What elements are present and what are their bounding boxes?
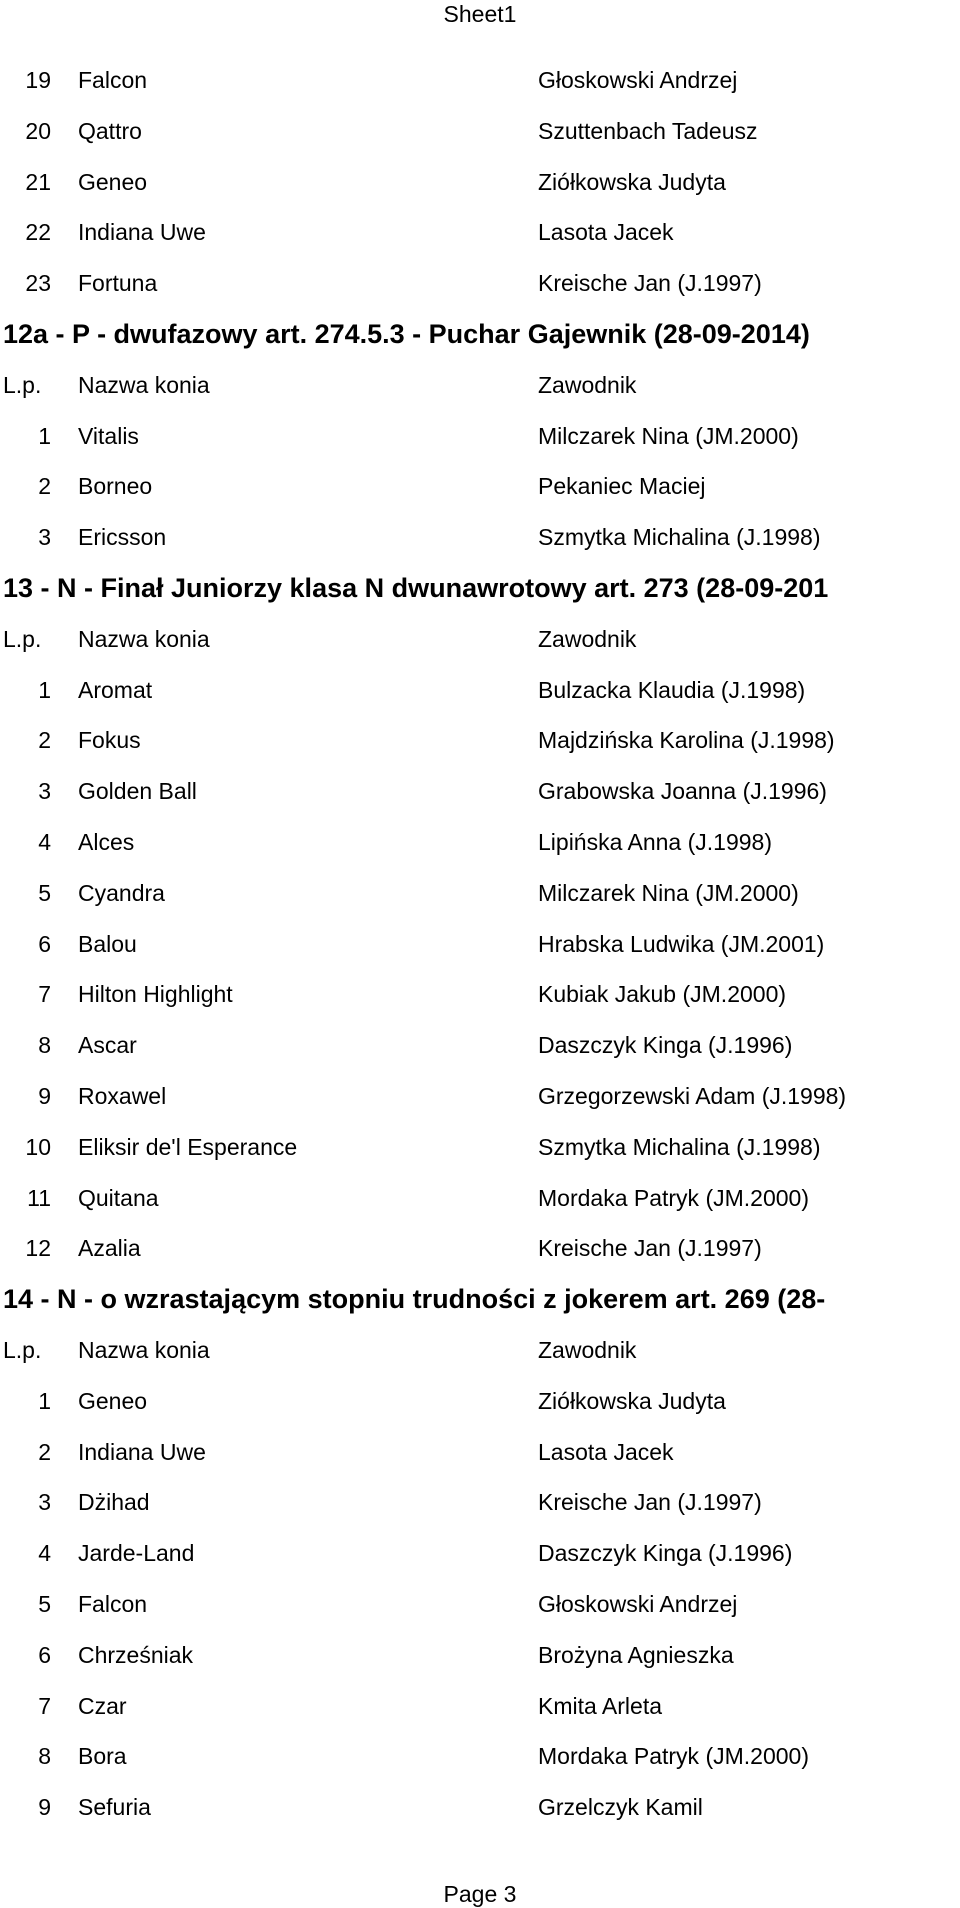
rider-name: Milczarek Nina (JM.2000) — [538, 879, 799, 906]
column-header-horse: Nazwa konia — [78, 371, 210, 398]
row-number: 9 — [38, 1794, 51, 1821]
rider-name: Szmytka Michalina (J.1998) — [538, 1133, 821, 1160]
rider-name: Kmita Arleta — [538, 1692, 662, 1719]
table-row — [0, 1579, 960, 1630]
table-row — [0, 1376, 960, 1427]
table-row — [0, 1731, 960, 1782]
row-number: 5 — [38, 879, 51, 906]
rider-name: Lasota Jacek — [538, 1438, 674, 1465]
table-row — [0, 512, 960, 563]
row-number: 4 — [38, 828, 51, 855]
section-title: 12a - P - dwufazowy art. 274.5.3 - Puchar Gajewnik (28-09-2014) — [3, 318, 810, 349]
horse-name: Dżihad — [78, 1489, 150, 1516]
table-row — [0, 1427, 960, 1478]
table-row — [0, 106, 960, 157]
rider-name: Głoskowski Andrzej — [538, 1590, 738, 1617]
rider-name: Daszczyk Kinga (J.1996) — [538, 1540, 793, 1567]
horse-name: Chrześniak — [78, 1641, 194, 1668]
horse-name: Czar — [78, 1692, 127, 1719]
horse-name: Indiana Uwe — [78, 219, 206, 246]
row-number: 3 — [38, 1489, 51, 1516]
column-header-rider: Zawodnik — [538, 625, 637, 652]
horse-name: Falcon — [78, 67, 148, 93]
horse-name: Qattro — [78, 117, 142, 144]
horse-name: Fortuna — [78, 270, 158, 297]
horse-name: Geneo — [78, 1387, 148, 1414]
rider-name: Grabowska Joanna (J.1996) — [538, 778, 827, 805]
table-row — [0, 157, 960, 208]
row-number: 6 — [38, 930, 51, 957]
rider-name: Kubiak Jakub (JM.2000) — [538, 981, 787, 1008]
rider-name: Mordaka Patryk (JM.2000) — [538, 1743, 809, 1770]
horse-name: Fokus — [78, 727, 141, 754]
table-row — [0, 766, 960, 817]
column-header-rider: Zawodnik — [538, 371, 637, 398]
rider-name: Pekaniec Maciej — [538, 473, 706, 500]
rider-name: Brożyna Agnieszka — [538, 1641, 734, 1668]
rider-name: Grzelczyk Kamil — [538, 1794, 703, 1821]
table-row — [0, 461, 960, 512]
row-number: 7 — [38, 981, 51, 1008]
horse-name: Sefuria — [78, 1794, 151, 1821]
row-number: 7 — [38, 1692, 51, 1719]
table-row — [0, 1630, 960, 1681]
table-row — [0, 969, 960, 1020]
horse-name: Quitana — [78, 1184, 159, 1211]
column-header-horse: Nazwa konia — [78, 1336, 210, 1363]
row-number: 23 — [25, 270, 51, 297]
horse-name: Indiana Uwe — [78, 1438, 206, 1465]
table-row — [0, 665, 960, 716]
rider-name: Mordaka Patryk (JM.2000) — [538, 1184, 809, 1211]
rider-name: Ziółkowska Judyta — [538, 168, 726, 195]
rider-name: Głoskowski Andrzej — [538, 67, 738, 93]
rider-name: Daszczyk Kinga (J.1996) — [538, 1032, 793, 1059]
horse-name: Bora — [78, 1743, 127, 1770]
row-number: 9 — [38, 1082, 51, 1109]
horse-name: Jarde-Land — [78, 1540, 195, 1567]
rider-name: Hrabska Ludwika (JM.2001) — [538, 930, 825, 957]
row-number: 2 — [38, 1438, 51, 1465]
row-number: 21 — [25, 168, 51, 195]
rider-name: Szuttenbach Tadeusz — [538, 117, 758, 144]
row-number: 20 — [25, 117, 51, 144]
table-row — [0, 715, 960, 766]
rider-name: Lipińska Anna (J.1998) — [538, 828, 772, 855]
rider-name: Lasota Jacek — [538, 219, 674, 246]
column-header-row — [0, 614, 960, 665]
section-title: 14 - N - o wzrastającym stopniu trudności z jokerem art. 269 (28- — [3, 1284, 826, 1315]
rider-name: Kreische Jan (J.1997) — [538, 1235, 762, 1262]
horse-name: Balou — [78, 930, 137, 957]
horse-name: Cyandra — [78, 879, 165, 906]
table-row — [0, 1020, 960, 1071]
column-header-row — [0, 360, 960, 411]
column-header-rider: Zawodnik — [538, 1336, 637, 1363]
rider-name: Kreische Jan (J.1997) — [538, 270, 762, 297]
horse-name: Hilton Highlight — [78, 981, 233, 1008]
table-row — [0, 1223, 960, 1274]
row-number: 8 — [38, 1743, 51, 1770]
row-number: 19 — [25, 67, 51, 93]
column-header-lp: L.p. — [3, 625, 42, 652]
rider-name: Milczarek Nina (JM.2000) — [538, 422, 799, 449]
table-row — [0, 411, 960, 462]
horse-name: Ascar — [78, 1032, 137, 1059]
horse-name: Roxawel — [78, 1082, 167, 1109]
rider-name: Kreische Jan (J.1997) — [538, 1489, 762, 1516]
rider-name: Ziółkowska Judyta — [538, 1387, 726, 1414]
horse-name: Azalia — [78, 1235, 141, 1262]
table-row — [0, 1681, 960, 1732]
row-number: 12 — [25, 1235, 51, 1262]
horse-name: Eliksir de'l Esperance — [78, 1133, 298, 1160]
row-number: 1 — [38, 422, 51, 449]
row-number: 4 — [38, 1540, 51, 1567]
table-row — [0, 1173, 960, 1224]
horse-name: Vitalis — [78, 422, 139, 449]
section-title: 13 - N - Finał Juniorzy klasa N dwunawrotowy art. 273 (28-09-201 — [3, 572, 829, 603]
row-number: 2 — [38, 727, 51, 754]
horse-name: Falcon — [78, 1590, 148, 1617]
column-header-row — [0, 1325, 960, 1376]
table-row — [0, 817, 960, 868]
column-header-lp: L.p. — [3, 371, 42, 398]
row-number: 3 — [38, 778, 51, 805]
horse-name: Geneo — [78, 168, 148, 195]
horse-name: Aromat — [78, 676, 153, 703]
sheet-title: Sheet1 — [443, 1, 517, 27]
horse-name: Borneo — [78, 473, 153, 500]
horse-name: Golden Ball — [78, 778, 197, 805]
column-header-horse: Nazwa konia — [78, 625, 210, 652]
row-number: 11 — [27, 1184, 51, 1211]
row-number: 5 — [38, 1590, 51, 1617]
row-number: 8 — [38, 1032, 51, 1059]
row-number: 3 — [38, 524, 51, 551]
table-row — [0, 1528, 960, 1579]
table-row — [0, 868, 960, 919]
row-number: 22 — [25, 219, 51, 246]
page-number: Page 3 — [443, 1881, 517, 1907]
rider-name: Szmytka Michalina (J.1998) — [538, 524, 821, 551]
rider-name: Grzegorzewski Adam (J.1998) — [538, 1082, 847, 1109]
row-number: 1 — [38, 1387, 51, 1414]
table-row — [0, 919, 960, 970]
horse-name: Ericsson — [78, 524, 167, 551]
table-row — [0, 1782, 960, 1833]
row-number: 2 — [38, 473, 51, 500]
table-row — [0, 1477, 960, 1528]
table-row — [0, 258, 960, 309]
table-row — [0, 207, 960, 258]
column-header-lp: L.p. — [3, 1336, 42, 1363]
table-row — [0, 1122, 960, 1173]
row-number: 1 — [38, 676, 51, 703]
rider-name: Majdzińska Karolina (J.1998) — [538, 727, 835, 754]
row-number: 6 — [38, 1641, 51, 1668]
row-number: 10 — [25, 1133, 51, 1160]
rider-name: Bulzacka Klaudia (J.1998) — [538, 676, 806, 703]
table-row — [0, 1071, 960, 1122]
horse-name: Alces — [78, 828, 135, 855]
results-sheet — [0, 55, 960, 1833]
table-row — [0, 55, 960, 106]
